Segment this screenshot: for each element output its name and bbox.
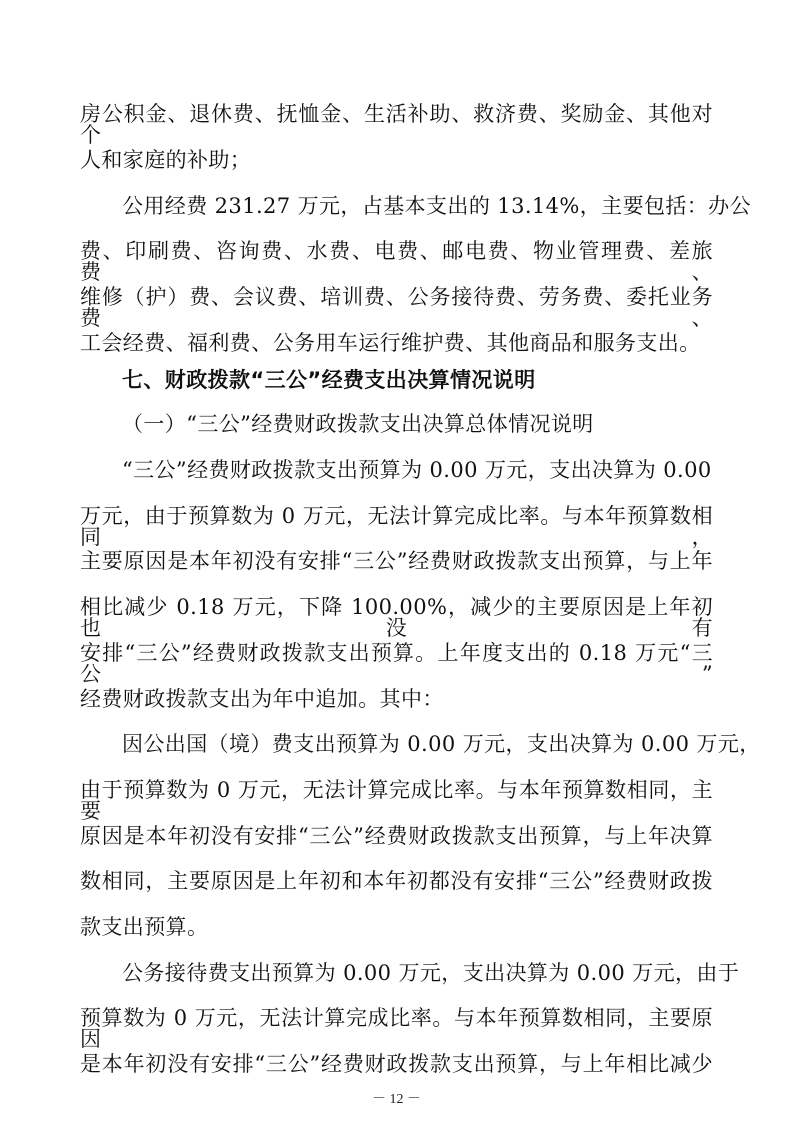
paragraph-line: 房公积金、退休费、抚恤金、生活补助、救济费、奖励金、其他对个 — [80, 102, 713, 147]
paragraph-line: 预算数为 0 万元，无法计算完成比率。与本年预算数相同，主要原因 — [80, 1006, 713, 1051]
paragraph-line: 因公出国（境）费支出预算为 0.00 万元，支出决算为 0.00 万元， — [122, 732, 761, 756]
paragraph-line: 款支出预算。 — [80, 915, 209, 939]
paragraph-line: 公务接待费支出预算为 0.00 万元，支出决算为 0.00 万元，由于 — [122, 961, 740, 985]
paragraph-line: “三公”经费财政拨款支出预算为 0.00 万元，支出决算为 0.00 — [122, 458, 712, 482]
paragraph-line: 主要原因是本年初没有安排“三公”经费财政拨款支出预算，与上年 — [80, 549, 713, 573]
paragraph-line: 万元，由于预算数为 0 万元，无法计算完成比率。与本年预算数相同， — [80, 504, 713, 549]
paragraph-line: 由于预算数为 0 万元，无法计算完成比率。与本年预算数相同，主要 — [80, 778, 713, 823]
paragraph-line: 费、印刷费、咨询费、水费、电费、邮电费、物业管理费、差旅费、 — [80, 239, 713, 284]
paragraph-line: 公用经费 231.27 万元，占基本支出的 13.14%，主要包括：办公 — [122, 194, 751, 218]
section-heading: 七、财政拨款“三公”经费支出决算情况说明 — [122, 368, 536, 392]
paragraph-line: 数相同，主要原因是上年初和本年初都没有安排“三公”经费财政拨 — [80, 869, 713, 893]
paragraph-line: 相比减少 0.18 万元，下降 100.00%，减少的主要原因是上年初也没有 — [80, 595, 713, 640]
paragraph-line: 原因是本年初没有安排“三公”经费财政拨款支出预算，与上年决算 — [80, 824, 713, 848]
paragraph-line: 工会经费、福利费、公务用车运行维护费、其他商品和服务支出。 — [80, 331, 701, 355]
page-number: － 12 － — [372, 1092, 421, 1107]
paragraph-line: 安排“三公”经费财政拨款支出预算。上年度支出的 0.18 万元“三公” — [80, 641, 713, 686]
paragraph-line: 是本年初没有安排“三公”经费财政拨款支出预算，与上年相比减少 — [80, 1052, 713, 1076]
paragraph-line: 维修（护）费、会议费、培训费、公务接待费、劳务费、委托业务费、 — [80, 285, 713, 330]
paragraph-line: 经费财政拨款支出为年中追加。其中： — [80, 687, 444, 711]
subsection-heading: （一）“三公”经费财政拨款支出决算总体情况说明 — [122, 412, 594, 436]
paragraph-line: 人和家庭的补助； — [80, 148, 252, 172]
